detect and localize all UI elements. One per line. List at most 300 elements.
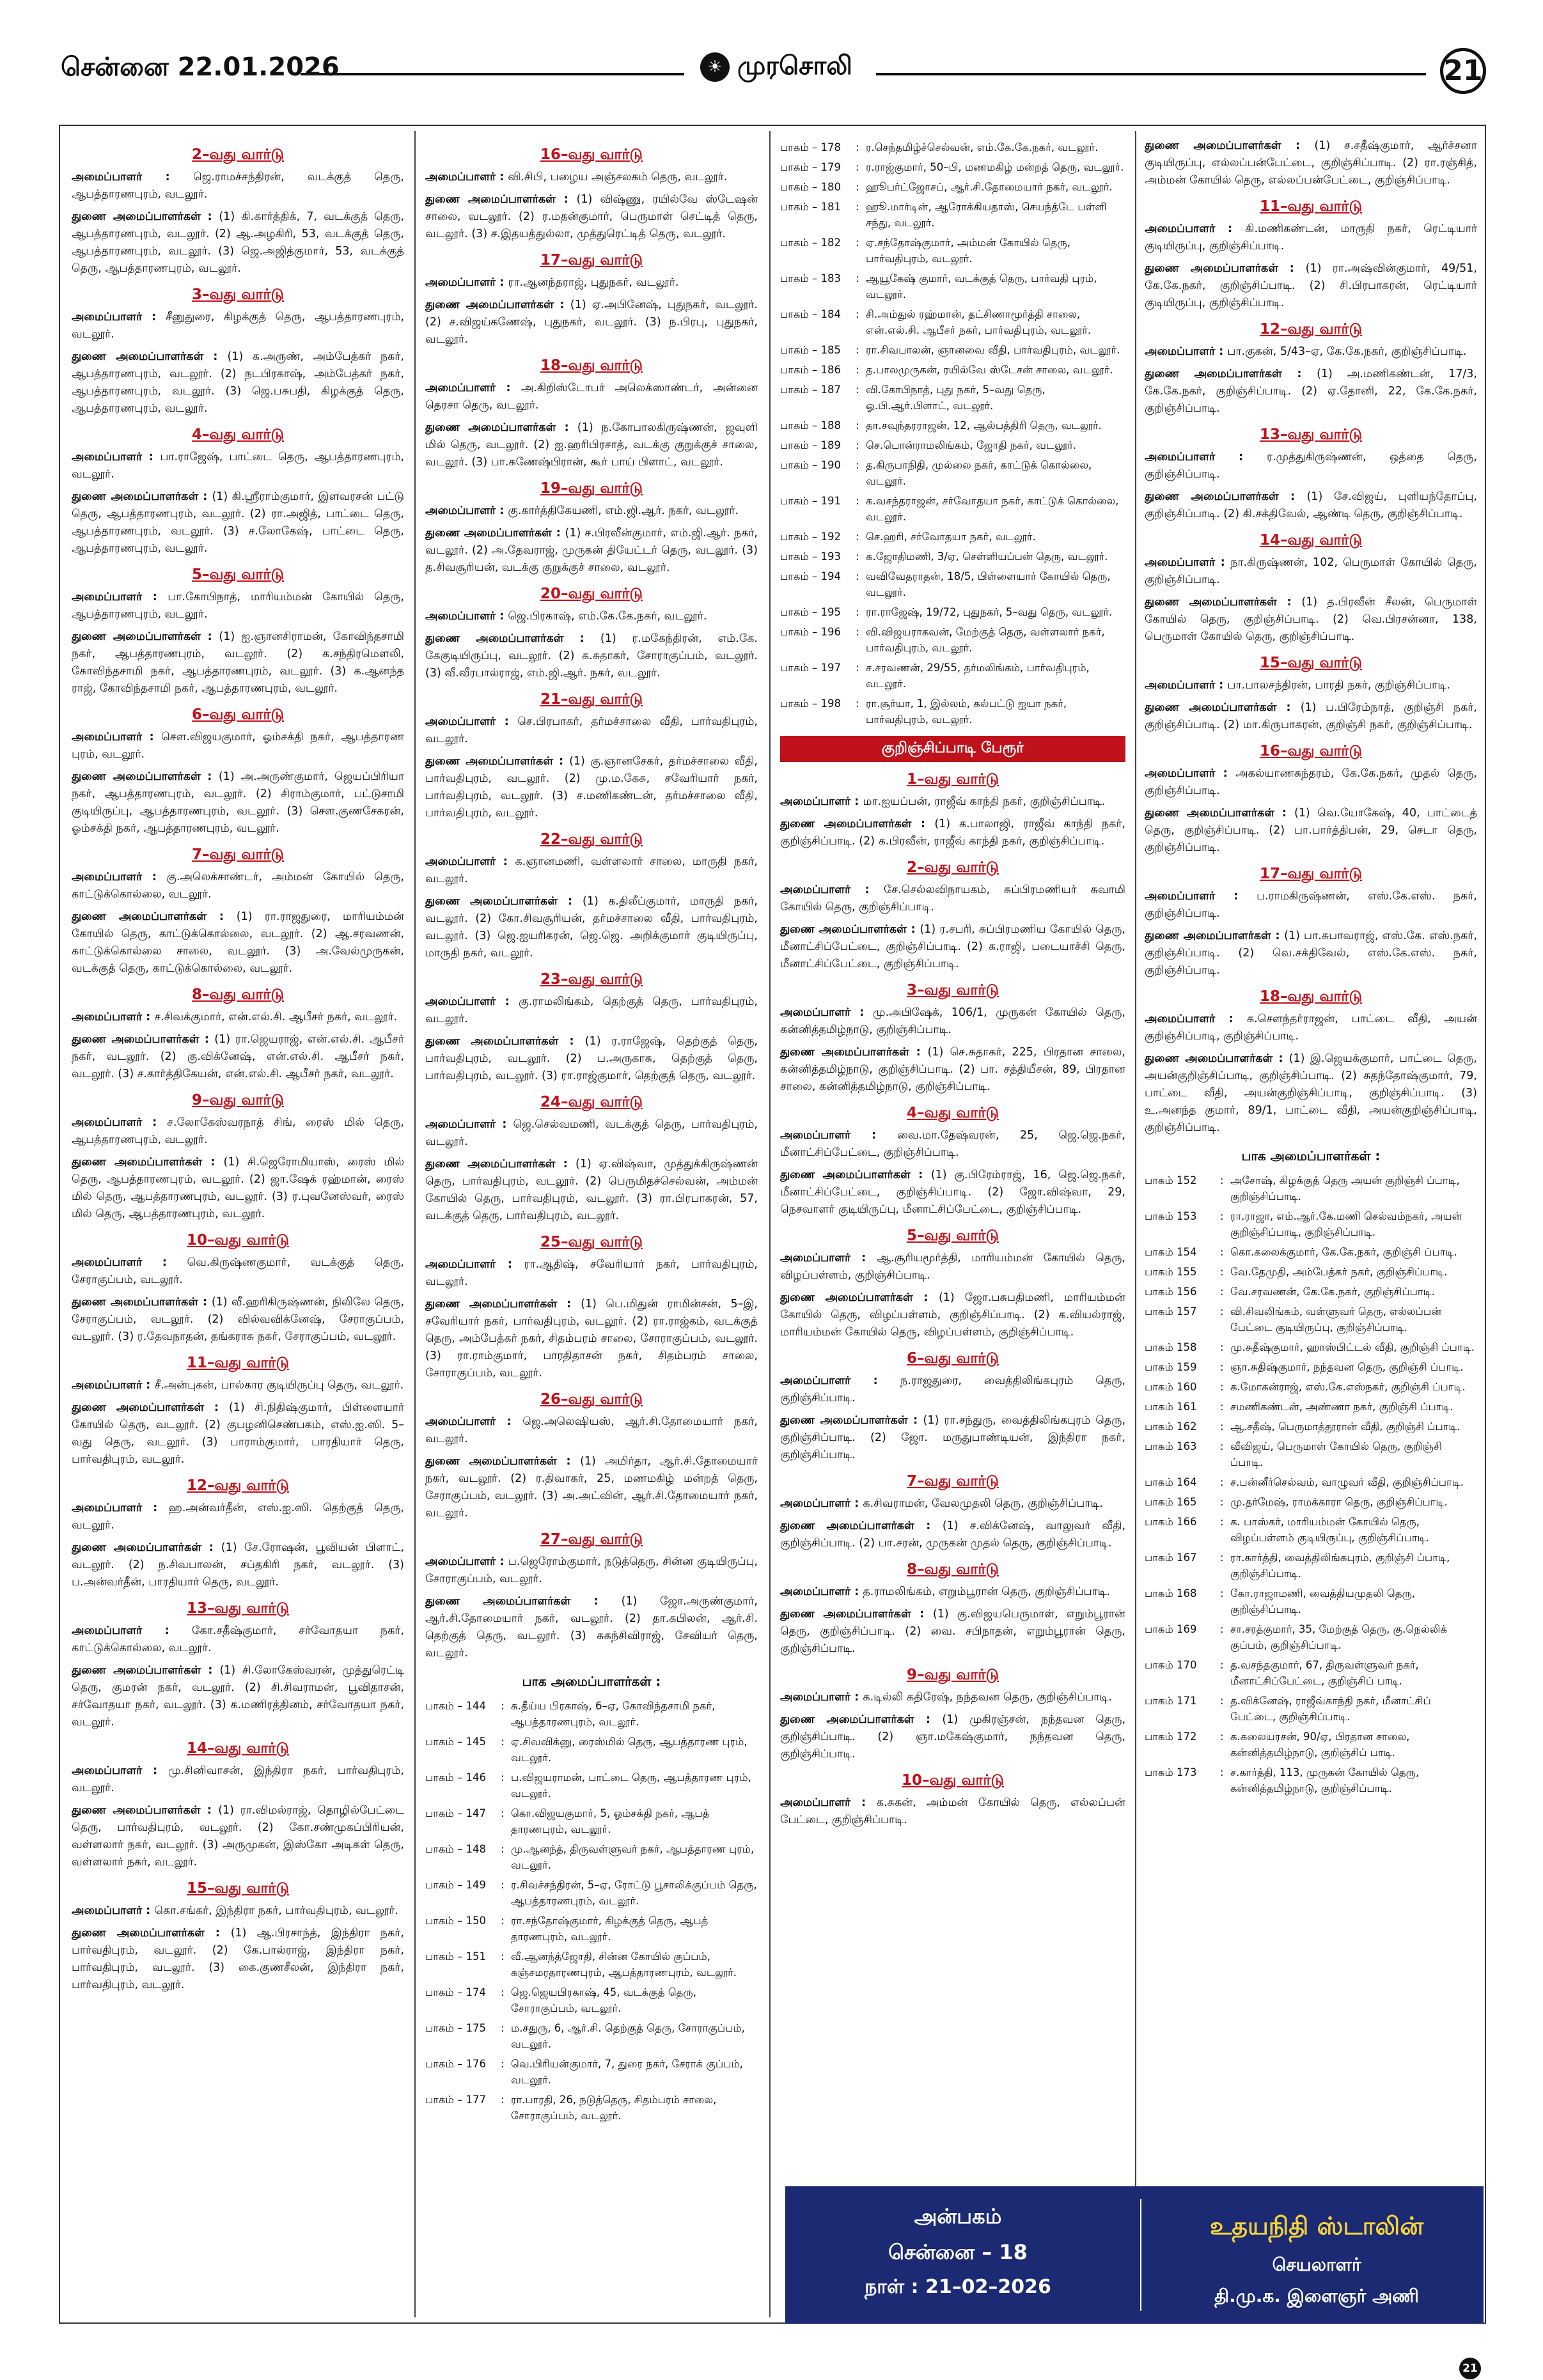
deputy-names: (1) சி.ஜெரோமியாஸ், ரைஸ் மில் தெரு, ஆபத்தாரணபுரம், வடலூர். (2) ஜா.ஷேக் ரஹ்மான், ரைஸ் மில் தெரு, ஆபத்தாரணபுரம், வடலூர். (3) ர.புவனேஸ்வர், ரைஸ் மில் தெரு, ஆபத்தாரணபுரம், வடலூர். (72, 1156, 404, 1220)
organizer-name: ச.சிவக்குமார், என்.எல்.சி. ஆபீசர் நகர், வடலூர். (154, 1011, 398, 1023)
booth-organizer: ஏ.சிவவிக்னு, ரைஸ்மில் தெரு, ஆபத்தாரண புரம், வடலூர். (511, 1736, 748, 1764)
booth-organizer: த.விக்னேஷ், ராஜீவ்காந்தி நகர், மீனாட்சிப் பேட்டை, குறிஞ்சிப்பாடி. (1230, 1695, 1431, 1723)
deputy-names: (1) ர.சபரி, சுப்பிரமணிய கோயில் தெரு, மீனாட்சிப்பேட்டை, குறிஞ்சிப்பாடி. (2) க.ராஜி, படையாச்சி தெரு, மீனாட்சிப்பேட்டை, குறிஞ்சிப்பாடி. (780, 923, 1125, 970)
ward-title: 1–வது வார்டு (906, 771, 999, 788)
booth-number: பாகம் – 145 (425, 1736, 486, 1748)
deputy-names: (1) த.பிரவீன் சீலன், பெருமாள் கோயில் தெரு, குறிஞ்சிப்பாடி. (2) வெ.பிரசன்னா, 138, பெருமாள் கோயில் தெரு, குறிஞ்சிப்பாடி. (1145, 596, 1477, 643)
booth-row (780, 602, 1125, 622)
ward-deputy-organizers (1145, 699, 1477, 734)
organizer-name: ர.முத்துகிருஷ்ணன், ஒத்தை தெரு, குறிஞ்சிப்பாடி. (1145, 451, 1477, 481)
booth-separator: : (1220, 1420, 1224, 1433)
ward-deputy-organizers (72, 488, 404, 557)
ward-deputy-organizers (425, 1453, 758, 1522)
booth-separator: : (501, 1771, 505, 1784)
organizer-label: அமைப்பாளர் : (780, 1252, 877, 1264)
ward-title: 13–வது வார்டு (186, 1600, 290, 1617)
booth-separator: : (501, 2058, 505, 2070)
organizer-label: அமைப்பாளர் : (780, 1129, 898, 1142)
venue-city: சென்னை – 18 (888, 2240, 1028, 2264)
organizer-name: ப.ஜெரோம்குமார், நடுத்தெரு, சின்ன குடியிருப்பு, சோராகுப்பம், வடலூர். (425, 1555, 758, 1585)
column-2 (425, 137, 758, 2317)
deputy-label: துணை அமைப்பாளர்கள் : (1145, 368, 1317, 380)
ward-organizer (780, 1250, 1125, 1284)
deputy-label: துணை அமைப்பாளர்கள் : (425, 1158, 576, 1171)
booth-separator: : (501, 2094, 505, 2106)
deputy-names: (1) ஆ.பிரசாந்த், இந்திரா நகர், பார்வதிபுரம், வடலூர். (2) கே.பால்ராஜ், இந்திரா நகர், பார்வதிபுரம், வடலூர். (3) கை.குணசீலன், இந்திரா நகர், பார்வதிபுரம், வடலூர். (72, 1927, 404, 1991)
deputy-label: துணை அமைப்பாளர்கள் : (425, 1455, 581, 1468)
ward-title: 17–வது வார்டு (1259, 866, 1363, 882)
organizer-label: அமைப்பாளர் : (425, 1258, 524, 1271)
booth-separator: : (1220, 1210, 1224, 1222)
booth-separator: : (1220, 1266, 1224, 1278)
booth-separator: : (856, 439, 859, 451)
booth-organizer: ர.ராஜ்குமார், 50–பி, மணமகிழ் மன்றத் தெரு, வடலூர். (866, 161, 1124, 173)
booth-organizer: ரா.சூர்யா, 1, இல்லம், கல்பட்டு ஐயா நகர், பார்வதிபுரம், வடலூர். (866, 697, 1067, 726)
ward-title: 8–வது வார்டு (906, 1561, 999, 1578)
organizer-label: அமைப்பாளர் : (780, 1006, 873, 1019)
booth-separator: : (1220, 1341, 1224, 1353)
deputy-names: (1) க.அருண், அம்பேத்கர் நகர், ஆபத்தாரணபுரம், வடலூர். (2) நடபிரகாஷ், அம்பேத்கர் நகர், ஆபத்தாரணபுரம், வடலூர். (3) ஜெ.பசுபதி, கிழக்குத் தெரு, ஆபத்தாரணபுரம், வடலூர். (72, 350, 404, 415)
ward-deputy-organizers (780, 1711, 1125, 1763)
organizer-name: சீ.அன்புகன், பால்கார குடியிருப்பு தெரு, வடலூர். (154, 1379, 404, 1392)
organizer-label: அமைப்பாளர் : (72, 171, 194, 183)
booth-table (425, 1696, 758, 2126)
booth-separator: : (501, 1736, 505, 1748)
booth-number: பாகம் – 185 (780, 344, 841, 356)
ward-title: 4–வது வார்டு (191, 426, 285, 443)
booth-separator: : (1220, 1766, 1224, 1778)
ward-title: 20–வது வார்டு (540, 586, 643, 602)
deputy-label: துணை அமைப்பாளர்கள் : (72, 210, 219, 223)
ward-organizer (1145, 554, 1477, 589)
ward-deputy-organizers (780, 1289, 1125, 1341)
deputy-label: துணை அமைப்பாளர்கள் : (780, 1046, 928, 1059)
booth-row (425, 1911, 758, 1947)
booth-row (780, 455, 1125, 491)
booth-separator: : (1220, 1731, 1224, 1743)
booth-row (780, 435, 1125, 455)
deputy-label: துணை அமைப்பாளர்கள் : (72, 1541, 221, 1554)
deputy-label: துணை அமைப்பாளர்கள் : (425, 1595, 622, 1608)
deputy-label: துணை அமைப்பாளர்கள் : (1145, 929, 1285, 942)
organizer-name: ந.ராஜதுரை, வைத்திலிங்கபுரம் தெரு, குறிஞ்சிப்பாடி. (780, 1374, 1125, 1404)
deputy-names: (1) க.பாலாஜி, ராஜீவ் காந்தி நகர், குறிஞ்சிப்பாடி. (2) க.பிரவீன், ராஜீவ் காந்தி நகர், குறிஞ்சிப்பாடி. (780, 818, 1125, 848)
booth-row (780, 340, 1125, 360)
ward-title: 23–வது வார்டு (540, 971, 643, 988)
booth-organizer: வி.விஜயராகவன், மேற்குத் தெரு, வள்ளலார் நகர், பார்வதிபுரம், வடலூர். (866, 626, 1105, 654)
ward-organizer (780, 1373, 1125, 1407)
booth-organizer: கொ.கலைக்குமார், கே.கே.நகர், குறிஞ்சி ப்பாடி. (1230, 1246, 1457, 1258)
ward-title: 10–வது வார்டு (186, 1232, 290, 1248)
booth-number: பாகம் 168 (1145, 1587, 1197, 1599)
booth-separator: : (1220, 1401, 1224, 1413)
deputy-label: துணை அமைப்பாளர்கள் : (1145, 596, 1302, 609)
booth-row (1145, 1492, 1477, 1512)
organizer-name: கி.மணிகண்டன், மாருதி நகர், ரெட்டியார் குடியிருப்பு, குறிஞ்சிப்பாடி. (1145, 222, 1477, 253)
ward-deputy-organizers (72, 208, 404, 277)
organizer-name: ரா.ஆதிஷ், சவேரியார் நகர், பார்வதிபுரம், வடலூர். (425, 1258, 758, 1288)
column-rule-2 (769, 131, 771, 2317)
organizer-label: அமைப்பாளர் : (1145, 890, 1257, 903)
booth-number: பாகம் – 181 (780, 201, 841, 213)
booth-organizer: ரா.ராஜேஷ், 19/72, புதுநகர், 5–வது தெரு, வடலூர். (866, 606, 1113, 618)
booth-row (425, 2090, 758, 2126)
ward-title: 15–வது வார்டு (1259, 655, 1363, 671)
deputy-names: (1) விஷ்ணு, ரயில்வே ஸ்டேஷன் சாலை, வடலூர். (2) ர.மதன்குமார், பெருமாள் செட்டித் தெரு, வடலூர். (3) ச.இதயத்துல்லா, முத்துரெட்டித் தெரு, வடலூர். (425, 193, 758, 240)
ward-organizer (72, 1622, 404, 1657)
booth-row (425, 1947, 758, 1982)
booth-organizer: க.மோகன்ராஜ், எஸ்.கே.எஸ்நகர், குறிஞ்சி ப்பாடி. (1230, 1381, 1466, 1393)
organizer-name: க.சுகன், அம்மன் கோயில் தெரு, எல்லப்பன் பேட்டை, குறிஞ்சிப்பாடி. (780, 1796, 1125, 1826)
organizer-label: அமைப்பாளர் : (72, 451, 161, 463)
deputy-label: துணை அமைப்பாளர்கள் : (1145, 262, 1306, 275)
booth-number: பாகம் – 176 (425, 2058, 486, 2070)
deputy-organizers-continued: துணை அமைப்பாளர்கள் : (1) ச.சதீஷ்குமார், ஆர்ச்சனா குடியிருப்பு, எல்லப்பன்பேட்டை, குறிஞ்சிப்பாடி. (2) ரா.ரஞ்சித், அம்மன் கோயில் தெரு, எல்லப்பன்பேட்டை, குறிஞ்சிப்பாடி. (1145, 139, 1477, 187)
organizer-label: அமைப்பாளர் : (425, 504, 508, 517)
announcement-box (785, 2186, 1484, 2324)
booth-organizer: ஹூ.மார்டின், ஆரோக்கியதாஸ், செயந்த்டே பள்ளி சந்து, வடலூர். (866, 201, 1107, 229)
deputy-names: (1) செ.சுதாகர், 225, பிரதான சாலை, கன்னித்தமிழ்நாடு, குறிஞ்சிப்பாடி. (2) பா. சத்தியீசன், 89, பிரதான சாலை, கன்னித்தமிழ்நாடு, குறிஞ்சிப்பாடி. (780, 1046, 1125, 1093)
organizer-label: அமைப்பாளர் : (780, 1691, 863, 1704)
signatory-org: தி.மு.க. இளைஞர் அணி (1214, 2285, 1419, 2306)
organizer-label: அமைப்பாளர் : (72, 1379, 155, 1392)
organizer-label: அமைப்பாளர் : (425, 715, 518, 728)
booth-number: பாகம் – 193 (780, 550, 841, 563)
deputy-label: துணை அமைப்பாளர்கள் : (72, 1296, 212, 1309)
booth-number: பாகம் – 151 (425, 1950, 486, 1963)
organizer-label: அமைப்பாளர் : (780, 1374, 901, 1387)
booth-organizer: வே.தேமுதி, அம்பேத்கர் நகர், குறிஞ்சிப்பாடி. (1230, 1266, 1448, 1278)
issue-date: சென்னை 22.01.2026 (61, 52, 340, 82)
deputy-label: துணை அமைப்பாளர்கள் : (425, 632, 600, 645)
ward-organizer (780, 1495, 1125, 1513)
ward-title: 8–வது வார்டு (191, 986, 285, 1003)
ward-organizer (1145, 449, 1477, 483)
booth-organizer: ஜெ.ஜெயபிரகாஷ், 45, வடக்குத் தெரு, சோராகுப்பம், வடலூர். (511, 1986, 696, 2014)
ward-deputy-organizers (425, 630, 758, 682)
deputy-names: (1) சே.ரோஷன், பூவியன் பிளாட், வடலூர். (2) ந.சிவபாலன், சப்தகிரி நகர், வடலூர். (3) ப.அன்வர்தீன், பாரதியார் தெரு, வடலூர். (72, 1541, 404, 1589)
booth-row (425, 1696, 758, 1732)
booth-organizer: ரா.சிவபாலன், ஞானவை வீதி, பார்வதிபுரம், வடலூர். (866, 344, 1120, 356)
organizer-name: ஜெ.பிரகாஷ், எம்.கே.கே.நகர், வடலூர். (508, 610, 707, 623)
booth-row (780, 233, 1125, 268)
organizer-label: அமைப்பாளர் : (72, 1116, 168, 1129)
booth-separator: : (856, 308, 859, 320)
deputy-names: (1) சி.லோகேஸ்வரன், முத்துரெட்டி தெரு, குமரன் நகர், வடலூர். (2) சி.சிவராமன், பூவிதாசன், சர்வோதயா நகர், வடலூர். (3) க.மணிரத்தினம், சர்வோதயா நகர், வடலூர். (72, 1664, 404, 1729)
ward-deputy-organizers (780, 921, 1125, 973)
organizer-label: அமைப்பாளர் : (425, 382, 521, 394)
ward-deputy-organizers (425, 525, 758, 577)
booth-number: பாகம் 162 (1145, 1420, 1197, 1433)
ward-deputy-organizers (780, 816, 1125, 850)
organizer-label: அமைப்பாளர் : (780, 883, 884, 896)
deputy-label: துணை அமைப்பாளர்கள் : (780, 1608, 933, 1621)
ward-deputy-organizers (1145, 1050, 1477, 1137)
deputy-names: (1) சே.விஜய், புளியந்தோப்பு, குறிஞ்சிப்பாடி. (2) கி.சக்திவேல், ஆண்டி தெரு, குறிஞ்சிப்பாடி. (1145, 490, 1477, 520)
organizer-label: அமைப்பாளர் : (72, 731, 162, 743)
booth-row (780, 197, 1125, 233)
organizer-label: அமைப்பாளர் : (72, 591, 168, 603)
booth-number: பாகம் – 188 (780, 419, 841, 432)
announcement-venue (785, 2186, 1131, 2324)
booth-separator: : (856, 531, 859, 543)
booth-row (780, 694, 1125, 729)
ward-title: 18–வது வார்டு (1259, 988, 1363, 1005)
deputy-label: துணை அமைப்பாளர்கள் : (72, 1156, 224, 1169)
booth-organizer: த.வசந்தகுமார், 67, திருவள்ளுவர் நகர், மீனாட்சிப்பேட்டை, குறிஞ்சிப் பாடி. (1230, 1659, 1419, 1687)
booth-row (1145, 1762, 1477, 1798)
organizer-label: அமைப்பாளர் : (425, 171, 508, 183)
organizer-name: சே.செல்லவிநாயகம், சுப்பிரமணியர் சுவாமி கோயில் தெரு, குறிஞ்சிப்பாடி. (780, 883, 1125, 914)
booth-number: பாகம் 165 (1145, 1496, 1197, 1508)
booth-row (780, 527, 1125, 547)
ward-title: 12–வது வார்டு (1259, 321, 1363, 338)
booth-number: பாகம் 170 (1145, 1659, 1197, 1671)
booth-separator: : (856, 272, 859, 284)
booth-organizer: அசோஷ், கிழக்குத் தெரு அயன் குறிஞ்சி ப்பாடி, குறிஞ்சிப்பாடி. (1230, 1174, 1460, 1202)
booth-number: பாகம் – 175 (425, 2022, 486, 2034)
deputy-label: துணை அமைப்பாளர்கள் : (1145, 1052, 1289, 1065)
booth-organizer: த.கிருபாநிதி, முல்லை நகர், காட்டுக் கொல்லை, வடலூர். (866, 459, 1092, 487)
booth-organizer: ச.சரவணன், 29/55, தர்மலிங்கம், பார்வதிபுரம், வடலூர். (866, 662, 1090, 690)
announcement-signatory (1150, 2186, 1484, 2324)
booth-number: பாகம் – 194 (780, 570, 841, 582)
organizer-label: அமைப்பாளர் : (425, 1118, 513, 1131)
booth-organizer: வவிவேதராதன், 18/5, பிள்ளையார் கோயில் தெரு, வடலூர். (866, 570, 1111, 598)
deputy-label: துணை அமைப்பாளர்கள் : (72, 770, 219, 783)
organizer-name: பா.கோபிநாத், மாரியம்மன் கோயில் தெரு, ஆபத்தாரணபுரம், வடலூர். (72, 591, 404, 621)
deputy-names: (1) பா.சுபாவராஜ், எஸ்.கே. எஸ்.நகர், குறிஞ்சிப்பாடி. (2) வெ.சக்திவேல், எஸ்.கே.எஸ். நகர், குறிஞ்சிப்பாடி. (1145, 929, 1477, 977)
ward-title: 3–வது வார்டு (191, 286, 285, 303)
organizer-name: ஜெ.அலெஷியஸ், ஆர்.சி.தோமையார் நகர், வடலூர். (425, 1415, 758, 1445)
organizer-name: பா.பாலசந்திரன், பாரதி நகர், குறிஞ்சிப்பாடி. (1227, 679, 1450, 692)
masthead-logo (700, 51, 852, 84)
booth-row (1145, 1357, 1477, 1377)
venue-name: அன்பகம் (914, 2204, 1002, 2228)
deputy-names: (1) ர.ராஜேஷ், தெற்குத் தெரு, பார்வதிபுரம், வடலூர். (2) ப.அருகாசு, தெற்குத் தெரு, பார்வதிபுரம், வடலூர். (3) ரா.ராஜ்குமார், தெற்குத் தெரு, வடலூர். (425, 1035, 758, 1082)
ward-organizer (780, 1004, 1125, 1039)
organizer-label: அமைப்பாளர் : (1145, 767, 1236, 780)
booth-separator: : (856, 570, 859, 582)
booth-number: பாகம் 154 (1145, 1246, 1197, 1258)
booth-organizer: ரா.சந்தோஷ்குமார், கிழக்குத் தெரு, ஆபத் தாரணபுரம், வடலூர். (511, 1915, 709, 1943)
booth-number: பாகம் – 190 (780, 459, 841, 471)
booth-separator: : (856, 419, 859, 432)
booth-organizer: கொ.விஜயகுமார், 5, ஓம்சக்தி நகர், ஆபத் தாரணபுரம், வடலூர். (511, 1807, 710, 1835)
booth-row (1145, 1655, 1477, 1691)
deputy-names: (1) வெ.யோகேஷ், 40, பாட்டைத் தெரு, குறிஞ்சிப்பாடி. (2) பா.பார்த்திபன், 29, செடா தெரு, குறிஞ்சிப்பாடி. (1145, 807, 1477, 854)
signatory-role: செயலாளர் (1272, 2254, 1361, 2275)
ward-organizer (72, 1500, 404, 1534)
booth-row (1145, 1512, 1477, 1548)
organizer-name: க.சிவராமன், வேலமுதலி தெரு, குறிஞ்சிப்பாடி. (863, 1497, 1103, 1510)
organizer-label: அமைப்பாளர் : (72, 871, 167, 883)
booth-separator: : (501, 1807, 505, 1819)
booth-organizer: க.கலையரசன், 90/ஏ, பிரதான சாலை, கன்னித்தமிழ்நாடு, குறிஞ்சிப் பாடி. (1230, 1731, 1410, 1759)
booth-organizer: ஞா.சுதிஷ்குமார், நந்தவன தெரு, குறிஞ்சி ப்பாடி. (1230, 1361, 1464, 1373)
paper-name: முரசொலி (737, 51, 852, 81)
booth-separator: : (856, 384, 859, 396)
ward-organizer (72, 869, 404, 903)
deputy-names: (1) கி.கார்த்திக், 7, வடக்குத் தெரு, ஆபத்தாரணபுரம், வடலூர். (2) ஆ.அழகிரி, 53, வடக்குத் தெரு, ஆபத்தாரணபுரம், வடலூர். (3) ஜெ.அஜித்குமார், 53, வடக்குத் தெரு, ஆபத்தாரணபுரம், வடலூர். (72, 210, 404, 275)
organizer-name: வி.சிபி, பழைய அஞ்சலகம் தெரு, வடலூர். (508, 171, 728, 183)
organizer-name: நா.கிருஷ்ணன், 102, பெருமாள் கோயில் தெரு, குறிஞ்சிப்பாடி. (1145, 556, 1477, 586)
ward-deputy-organizers (72, 1802, 404, 1871)
booth-organizer: ப.விஜயராமன், பாட்டை தெரு, ஆபத்தாரண புரம், வடலூர். (511, 1771, 751, 1800)
organizer-label: அமைப்பாளர் : (780, 1585, 863, 1598)
booth-separator: : (856, 662, 859, 674)
deputy-names: (1) சி.நிதிஷ்குமார், பிள்ளையார் கோயில் தெரு, வடலூர். (2) குபழனிசெண்பகம், எஸ்.ஐ.ஸி. 5–வது தெரு, வடலூர். (3) பாராம்குமார், பாரதியார் தெரு, பார்வதிபுரம், வடலூர். (72, 1401, 404, 1466)
organizer-label: அமைப்பாளர் : (1145, 451, 1267, 463)
booth-separator: : (856, 697, 859, 710)
booth-row (1145, 1583, 1477, 1619)
ward-title: 25–வது வார்டு (540, 1234, 643, 1250)
deputy-names: (1) ஏ.அபினேஷ், புதுநகர், வடலூர். (2) ச.விஜய்கணேஷ், புதுநகர், வடலூர். (3) ந.பிரபு, புதுநகர், வடலூர். (425, 299, 758, 346)
deputy-label: துணை அமைப்பாளர்கள் : (72, 630, 219, 643)
ward-title: 27–வது வார்டு (540, 1531, 643, 1548)
ward-title: 9–வது வார்டு (906, 1667, 999, 1683)
ward-organizer (780, 1127, 1125, 1162)
booth-number: பாகம் 152 (1145, 1174, 1197, 1186)
organizer-name: மு.சினிவாசன், இந்திரா நகர், பார்வதிபுரம், வடலூர். (72, 1764, 404, 1794)
booth-organizer: தா.சவுந்தரராஜன், 12, ஆல்பத்திரி தெரு, வடலூர். (866, 419, 1102, 432)
ward-organizer (425, 274, 758, 292)
column-4 (1145, 137, 1477, 2317)
booth-separator: : (1220, 1695, 1224, 1707)
column-rule-1 (414, 131, 416, 2317)
deputy-label: துணை அமைப்பாளர்கள் : (425, 421, 577, 434)
deputy-label: துணை அமைப்பாளர்கள் : (72, 1401, 229, 1414)
ward-deputy-organizers (780, 1518, 1125, 1552)
column-1 (72, 137, 404, 2317)
header-rule-left (301, 73, 684, 75)
booth-number: பாகம் – 144 (425, 1700, 486, 1712)
ward-title: 18–வது வார்டு (540, 357, 643, 374)
ward-title: 22–வது வார்டு (540, 831, 643, 848)
booth-organizer: வீவிஜய், பெருமாள் கோயில் தெரு, குறிஞ்சி ப்பாடி. (1230, 1440, 1442, 1468)
booth-number: பாகம் – 187 (780, 384, 841, 396)
deputy-names: (1) வீ.ஹரிகிருஷ்ணன், நிலிலே தெரு, சேராகுப்பம், வடலூர். (2) வில்வவிக்னேஷ், சேராகுப்பம், வடலூர். (3) ர.தேவநாதன், தங்கராசு நகர், சேராகுப்பம், வடலூர். (72, 1296, 404, 1343)
booth-row (780, 304, 1125, 340)
booth-number: பாகம் – 189 (780, 439, 841, 451)
booth-organizer: ரா.ராஜா, எம்.ஆர்.கே.மணி செல்வம்நகர், அயன் குறிஞ்சிப்பாடி, குறிஞ்சிப்பாடி. (1230, 1210, 1462, 1238)
organizer-name: க.செளந்தர்ராஜன், பாட்டை வீதி, அயன் குறிஞ்சிப்பாடி, குறிஞ்சிப்பாடி. (1145, 1013, 1477, 1043)
deputy-names: (1) ஜோ.பசுபதிமணி, மாரியம்மன் கோயில் தெரு, விழப்பள்ளம், குறிஞ்சிப்பாடி. (2) க.வியல்ராஜ், மாரியம்மன் கோயில் தெரு, விழப்பள்ளம், குறிஞ்சிப்பாடி. (780, 1291, 1125, 1339)
deputy-names: (1) ரா.விமல்ராஜ், தொழில்பேட்டை தெரு, பார்வதிபுரம், வடலூர். (2) கோ.சண்முகப்பிரியன், வள்ளலார் நகர், வடலூர். (3) அருமுகன், இஸ்கோ அடிகள் தெரு, வள்ளலார் நகர், வடலூர். (72, 1804, 404, 1869)
ward-organizer (780, 882, 1125, 916)
ward-organizer (1145, 677, 1477, 694)
organizer-name: ஆ.சூரியமூர்த்தி, மாரியம்மன் கோயில் தெரு, விழப்பள்ளம், குறிஞ்சிப்பாடி. (780, 1252, 1125, 1282)
ward-organizer (1145, 221, 1477, 255)
ward-organizer (72, 589, 404, 623)
ward-deputy-organizers (425, 1593, 758, 1662)
booth-number: பாகம் 157 (1145, 1305, 1197, 1318)
booth-row (1145, 1436, 1477, 1472)
booth-number: பாகம் – 196 (780, 626, 841, 638)
ward-organizer (1145, 888, 1477, 922)
booth-separator: : (856, 344, 859, 356)
organizer-label: அமைப்பாளர் : (1145, 345, 1228, 358)
ward-title: 16–வது வார்டு (1259, 743, 1363, 759)
ward-title: 4–வது வார்டு (906, 1105, 999, 1121)
organizer-label: அமைப்பாளர் : (72, 1904, 155, 1917)
organizer-name: ஜெ.ராமச்சந்திரன், வடக்குத் தெரு, ஆபத்தாரணபுரம், வடலூர். (72, 171, 404, 201)
booth-row (780, 177, 1125, 197)
ward-title: 16–வது வார்டு (540, 146, 643, 163)
organizer-label: அமைப்பாளர் : (1145, 679, 1228, 692)
booth-row (780, 416, 1125, 435)
ward-deputy-organizers (780, 1167, 1125, 1218)
ward-deputy-organizers (425, 893, 758, 962)
booth-row (780, 547, 1125, 566)
ward-organizer (1145, 1011, 1477, 1045)
ward-title: 15–வது வார்டு (186, 1880, 290, 1897)
booth-separator: : (1220, 1496, 1224, 1508)
masthead (0, 0, 1543, 134)
booth-separator: : (1220, 1381, 1224, 1393)
booth-number: பாகம் – 148 (425, 1843, 486, 1855)
ward-deputy-organizers (1145, 805, 1477, 857)
booth-organizer: வி.கோபிநாத், புது நகர், 5–வது தெரு, ஓ.பி.ஆர்.பிளாட், வடலூர். (866, 384, 1046, 412)
ward-deputy-organizers (425, 1033, 758, 1085)
deputy-label: துணை அமைப்பாளர்கள் : (425, 527, 565, 540)
deputy-label: துணை அமைப்பாளர்கள் : (780, 1169, 931, 1181)
ward-organizer (780, 793, 1125, 811)
booth-number: பாகம் 164 (1145, 1476, 1197, 1488)
organizer-name: கு.ராமலிங்கம், தெற்குத் தெரு, பார்வதிபுரம், வடலூர். (425, 995, 758, 1025)
booth-organizer: வி.சிவலிங்கம், வள்ளுவர் தெரு, எல்லப்பன் பேட்டை குடியிருப்பு, குறிஞ்சிப்பாடி. (1230, 1305, 1442, 1334)
booth-number: பாகம் – 186 (780, 364, 841, 376)
organizer-label: அமைப்பாளர் : (425, 1555, 508, 1568)
ward-deputy-organizers (1145, 366, 1477, 417)
deputy-label: துணை அமைப்பாளர்கள் : (780, 1414, 923, 1427)
organizer-name: ரா.ஆனந்தராஜ், புதுநகர், வடலூர். (508, 276, 679, 289)
booth-row (780, 380, 1125, 416)
booth-row (425, 1732, 758, 1768)
ward-organizer (72, 1009, 404, 1026)
organizer-label: அமைப்பாளர் : (780, 1497, 863, 1510)
booth-number: பாகம் 160 (1145, 1381, 1197, 1393)
deputy-label: துணை அமைப்பாளர்கள் : (72, 1927, 231, 1940)
ward-organizer (425, 1116, 758, 1151)
ward-deputy-organizers (425, 753, 758, 822)
booth-row (1145, 1727, 1477, 1762)
booth-number: பாகம் – 179 (780, 161, 841, 173)
organizer-name: பா.ராஜேஷ், பாட்டை தெரு, ஆபத்தாரணபுரம், வடலூர். (72, 451, 404, 481)
deputy-label: துணை அமைப்பாளர்கள் : (1145, 490, 1307, 503)
ward-organizer (425, 169, 758, 186)
booth-separator: : (856, 550, 859, 563)
booth-number: பாகம் – 197 (780, 662, 841, 674)
deputy-label: துணை அமைப்பாளர்கள் : (425, 1035, 585, 1048)
ward-organizer (780, 1689, 1125, 1706)
booth-separator: : (501, 1986, 505, 1998)
organizer-label: அமைப்பாளர் : (425, 610, 508, 623)
organizer-name: செ.பிரபாகர், தர்மச்சாலை வீதி, பார்வதிபுரம், வடலூர். (425, 715, 758, 745)
booth-separator: : (856, 181, 859, 193)
booth-number: பாகம் 173 (1145, 1766, 1197, 1778)
organizer-name: ஜெ.செல்வமணி, வடக்குத் தெரு, பார்வதிபுரம், வடலூர். (425, 1118, 758, 1148)
booth-row (425, 1768, 758, 1803)
booth-organizer: வீ.ஆனந்த்ஜோதி, சின்ன கோயில் குப்பம், கஞ்சமரதாரணபுரம், ஆபத்தாரணபுரம், வடலூர். (511, 1950, 737, 1979)
deputy-names: (1) கு.ஞானசேகர், தர்மச்சாலை வீதி, பார்வதிபுரம், வடலூர். (2) மு.ம.கேசு, சவேரியார் நகர், பார்வதிபுரம், வடலூர். (3) ச.மணிகண்டன், தர்மச்சாலை வீதி, பார்வதிபுரம், வடலூர். (425, 755, 758, 820)
booth-organizer: ச.பன்னீர்செல்வம், வாழுவர் வீதி, குறிஞ்சிப்பாடி. (1230, 1476, 1464, 1488)
booth-separator: : (856, 201, 859, 213)
booth-row (1145, 1417, 1477, 1436)
ward-deputy-organizers (425, 1296, 758, 1382)
ward-organizer (72, 309, 404, 343)
deputy-label: துணை அமைப்பாளர்கள் : (72, 490, 212, 503)
